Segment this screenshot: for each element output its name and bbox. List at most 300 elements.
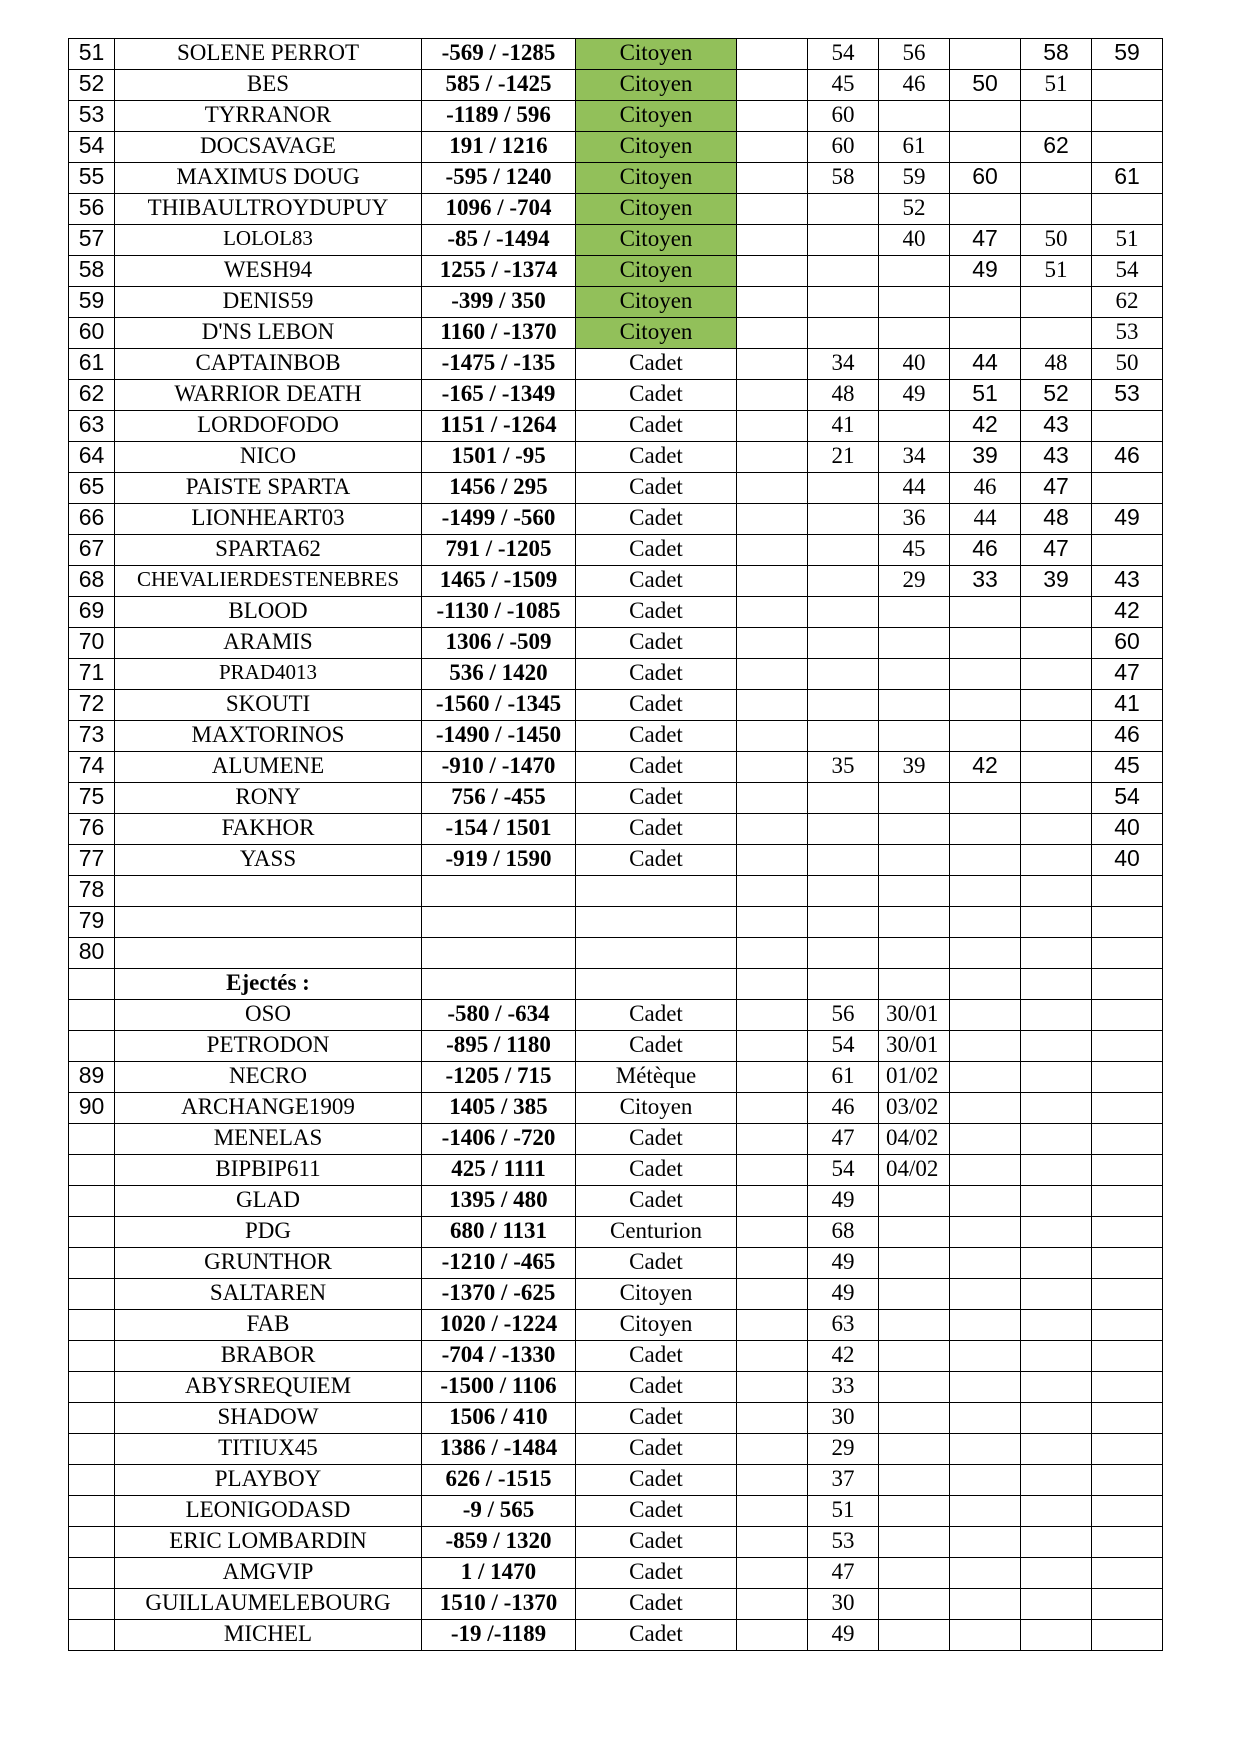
member-name: NICO bbox=[115, 442, 422, 473]
ejection-date bbox=[879, 1620, 950, 1651]
score-cell bbox=[737, 163, 808, 194]
score-cell bbox=[737, 380, 808, 411]
ejection-date bbox=[879, 1527, 950, 1558]
member-name: DOCSAVAGE bbox=[115, 132, 422, 163]
empty-cell bbox=[1021, 1496, 1092, 1527]
empty-cell bbox=[950, 1279, 1021, 1310]
member-coordinates: -580 / -634 bbox=[422, 1000, 576, 1031]
row-number bbox=[69, 1000, 115, 1031]
score-cell bbox=[808, 256, 879, 287]
member-rank: Citoyen bbox=[576, 163, 737, 194]
row-number bbox=[69, 969, 115, 1000]
empty-cell bbox=[1092, 1465, 1163, 1496]
score-cell bbox=[879, 690, 950, 721]
member-rank: Cadet bbox=[576, 814, 737, 845]
score-cell bbox=[879, 101, 950, 132]
score-cell: 36 bbox=[879, 504, 950, 535]
ejected-row bbox=[69, 1217, 1163, 1248]
score-cell: 68 bbox=[808, 1217, 879, 1248]
member-coordinates: -1406 / -720 bbox=[422, 1124, 576, 1155]
ejection-date bbox=[879, 1310, 950, 1341]
member-name: D'NS LEBON bbox=[115, 318, 422, 349]
empty-cell bbox=[1021, 1558, 1092, 1589]
member-row bbox=[69, 566, 1163, 597]
score-cell: 60 bbox=[950, 163, 1021, 194]
row-number: 51 bbox=[69, 39, 115, 70]
score-cell: 44 bbox=[950, 349, 1021, 380]
score-cell: 51 bbox=[950, 380, 1021, 411]
member-row bbox=[69, 876, 1163, 907]
score-cell: 40 bbox=[1092, 845, 1163, 876]
member-name: NECRO bbox=[115, 1062, 422, 1093]
member-name: SHADOW bbox=[115, 1403, 422, 1434]
row-number bbox=[69, 1217, 115, 1248]
member-coordinates: 1096 / -704 bbox=[422, 194, 576, 225]
member-coordinates: 536 / 1420 bbox=[422, 659, 576, 690]
score-cell: 59 bbox=[1092, 39, 1163, 70]
row-number: 54 bbox=[69, 132, 115, 163]
empty-cell bbox=[950, 1589, 1021, 1620]
score-cell: 60 bbox=[808, 101, 879, 132]
row-number bbox=[69, 1031, 115, 1062]
score-cell bbox=[950, 287, 1021, 318]
score-cell bbox=[808, 566, 879, 597]
score-cell: 44 bbox=[879, 473, 950, 504]
ejected-row bbox=[69, 1403, 1163, 1434]
empty-cell bbox=[1092, 1186, 1163, 1217]
empty-cell bbox=[1092, 969, 1163, 1000]
score-cell bbox=[1021, 814, 1092, 845]
empty-cell bbox=[1021, 1589, 1092, 1620]
score-cell bbox=[1092, 70, 1163, 101]
score-cell bbox=[737, 194, 808, 225]
member-coordinates: 1160 / -1370 bbox=[422, 318, 576, 349]
empty-cell bbox=[950, 1434, 1021, 1465]
member-coordinates: -1490 / -1450 bbox=[422, 721, 576, 752]
empty-cell bbox=[1021, 1465, 1092, 1496]
score-cell bbox=[879, 628, 950, 659]
ejected-row bbox=[69, 1372, 1163, 1403]
score-cell bbox=[1021, 907, 1092, 938]
score-cell: 40 bbox=[879, 349, 950, 380]
empty-cell bbox=[1021, 1341, 1092, 1372]
score-cell: 54 bbox=[1092, 256, 1163, 287]
row-number bbox=[69, 1434, 115, 1465]
empty-cell bbox=[950, 1217, 1021, 1248]
member-rank: Citoyen bbox=[576, 287, 737, 318]
score-cell bbox=[1021, 194, 1092, 225]
member-name: FAKHOR bbox=[115, 814, 422, 845]
member-rank bbox=[576, 907, 737, 938]
member-rank: Cadet bbox=[576, 628, 737, 659]
score-cell: 47 bbox=[1092, 659, 1163, 690]
member-row bbox=[69, 721, 1163, 752]
empty-cell bbox=[1021, 1279, 1092, 1310]
ejection-date: 30/01 bbox=[879, 1000, 950, 1031]
member-row bbox=[69, 690, 1163, 721]
member-row bbox=[69, 163, 1163, 194]
member-coordinates bbox=[422, 907, 576, 938]
empty-cell bbox=[879, 969, 950, 1000]
row-number: 56 bbox=[69, 194, 115, 225]
member-row bbox=[69, 380, 1163, 411]
score-cell bbox=[808, 628, 879, 659]
score-cell bbox=[1092, 907, 1163, 938]
ejected-row bbox=[69, 1279, 1163, 1310]
row-number: 64 bbox=[69, 442, 115, 473]
row-number bbox=[69, 1155, 115, 1186]
member-row bbox=[69, 442, 1163, 473]
member-name: PRAD4013 bbox=[115, 659, 422, 690]
member-name: LOLOL83 bbox=[115, 225, 422, 256]
empty-cell bbox=[1092, 1093, 1163, 1124]
member-row bbox=[69, 349, 1163, 380]
empty-cell bbox=[950, 1558, 1021, 1589]
member-coordinates: -1560 / -1345 bbox=[422, 690, 576, 721]
ejection-date bbox=[879, 1465, 950, 1496]
empty-cell bbox=[950, 1124, 1021, 1155]
member-name: GRUNTHOR bbox=[115, 1248, 422, 1279]
score-cell: 39 bbox=[950, 442, 1021, 473]
member-rank: Cadet bbox=[576, 1372, 737, 1403]
score-cell: 54 bbox=[808, 1031, 879, 1062]
row-number: 71 bbox=[69, 659, 115, 690]
member-row bbox=[69, 287, 1163, 318]
member-row bbox=[69, 535, 1163, 566]
member-row bbox=[69, 411, 1163, 442]
member-name: BIPBIP611 bbox=[115, 1155, 422, 1186]
row-number: 74 bbox=[69, 752, 115, 783]
score-cell bbox=[808, 845, 879, 876]
score-cell: 47 bbox=[808, 1124, 879, 1155]
empty-cell bbox=[1092, 1000, 1163, 1031]
score-cell bbox=[879, 907, 950, 938]
member-name: LIONHEART03 bbox=[115, 504, 422, 535]
score-cell bbox=[808, 690, 879, 721]
empty-cell bbox=[737, 1372, 808, 1403]
row-number bbox=[69, 1558, 115, 1589]
score-cell bbox=[1021, 783, 1092, 814]
ejection-date bbox=[879, 1558, 950, 1589]
empty-cell bbox=[950, 1155, 1021, 1186]
score-cell bbox=[737, 783, 808, 814]
member-row bbox=[69, 101, 1163, 132]
score-cell bbox=[879, 721, 950, 752]
score-cell bbox=[950, 845, 1021, 876]
empty-cell bbox=[737, 1341, 808, 1372]
member-row bbox=[69, 814, 1163, 845]
member-coordinates: -895 / 1180 bbox=[422, 1031, 576, 1062]
score-cell bbox=[1092, 938, 1163, 969]
roster-body bbox=[69, 39, 1163, 1651]
member-coordinates: 425 / 1111 bbox=[422, 1155, 576, 1186]
member-rank: Cadet bbox=[576, 380, 737, 411]
member-coordinates: 1506 / 410 bbox=[422, 1403, 576, 1434]
score-cell: 59 bbox=[879, 163, 950, 194]
empty-cell bbox=[737, 1031, 808, 1062]
member-rank: Cadet bbox=[576, 1124, 737, 1155]
row-number: 72 bbox=[69, 690, 115, 721]
score-cell: 40 bbox=[1092, 814, 1163, 845]
score-cell: 33 bbox=[808, 1372, 879, 1403]
member-name: PLAYBOY bbox=[115, 1465, 422, 1496]
score-cell: 21 bbox=[808, 442, 879, 473]
empty-cell bbox=[950, 1403, 1021, 1434]
member-coordinates bbox=[422, 938, 576, 969]
member-name: BES bbox=[115, 70, 422, 101]
score-cell: 58 bbox=[1021, 39, 1092, 70]
ejection-date bbox=[879, 1217, 950, 1248]
empty-cell bbox=[737, 1217, 808, 1248]
ejection-date: 04/02 bbox=[879, 1124, 950, 1155]
empty-cell bbox=[737, 1124, 808, 1155]
score-cell: 41 bbox=[1092, 690, 1163, 721]
member-rank: Citoyen bbox=[576, 70, 737, 101]
score-cell bbox=[808, 473, 879, 504]
member-coordinates: 1255 / -1374 bbox=[422, 256, 576, 287]
empty-cell bbox=[1021, 1372, 1092, 1403]
row-number: 59 bbox=[69, 287, 115, 318]
ejected-row bbox=[69, 1620, 1163, 1651]
score-cell bbox=[737, 566, 808, 597]
score-cell: 42 bbox=[808, 1341, 879, 1372]
score-cell bbox=[737, 690, 808, 721]
member-coordinates: -9 / 565 bbox=[422, 1496, 576, 1527]
ejected-row bbox=[69, 1124, 1163, 1155]
member-coordinates: -85 / -1494 bbox=[422, 225, 576, 256]
member-rank: Cadet bbox=[576, 1558, 737, 1589]
row-number bbox=[69, 1341, 115, 1372]
score-cell: 48 bbox=[1021, 349, 1092, 380]
row-number: 78 bbox=[69, 876, 115, 907]
ejected-row bbox=[69, 1155, 1163, 1186]
empty-cell bbox=[950, 1310, 1021, 1341]
score-cell: 42 bbox=[1092, 597, 1163, 628]
row-number: 66 bbox=[69, 504, 115, 535]
member-name: SPARTA62 bbox=[115, 535, 422, 566]
member-name: BLOOD bbox=[115, 597, 422, 628]
member-rank: Cadet bbox=[576, 1620, 737, 1651]
score-cell bbox=[1021, 845, 1092, 876]
member-name: ABYSREQUIEM bbox=[115, 1372, 422, 1403]
score-cell: 53 bbox=[808, 1527, 879, 1558]
score-cell bbox=[737, 504, 808, 535]
score-cell bbox=[1092, 194, 1163, 225]
score-cell: 63 bbox=[808, 1310, 879, 1341]
member-rank: Citoyen bbox=[576, 225, 737, 256]
score-cell bbox=[737, 101, 808, 132]
empty-cell bbox=[422, 969, 576, 1000]
empty-cell bbox=[950, 1062, 1021, 1093]
empty-cell bbox=[1092, 1310, 1163, 1341]
member-coordinates: 1456 / 295 bbox=[422, 473, 576, 504]
score-cell bbox=[737, 349, 808, 380]
row-number bbox=[69, 1620, 115, 1651]
score-cell: 46 bbox=[879, 70, 950, 101]
score-cell: 54 bbox=[1092, 783, 1163, 814]
member-name: SKOUTI bbox=[115, 690, 422, 721]
ejected-row bbox=[69, 1558, 1163, 1589]
ejection-date: 04/02 bbox=[879, 1155, 950, 1186]
member-coordinates: 756 / -455 bbox=[422, 783, 576, 814]
ejected-row bbox=[69, 1093, 1163, 1124]
score-cell bbox=[879, 659, 950, 690]
score-cell: 39 bbox=[1021, 566, 1092, 597]
score-cell: 45 bbox=[808, 70, 879, 101]
score-cell: 60 bbox=[1092, 628, 1163, 659]
member-rank: Cadet bbox=[576, 473, 737, 504]
score-cell bbox=[950, 938, 1021, 969]
score-cell: 46 bbox=[950, 535, 1021, 566]
member-name: ALUMENE bbox=[115, 752, 422, 783]
member-rank: Cadet bbox=[576, 721, 737, 752]
member-coordinates: 1465 / -1509 bbox=[422, 566, 576, 597]
member-coordinates: 626 / -1515 bbox=[422, 1465, 576, 1496]
score-cell: 34 bbox=[808, 349, 879, 380]
score-cell: 34 bbox=[879, 442, 950, 473]
ejection-date bbox=[879, 1248, 950, 1279]
empty-cell bbox=[737, 1434, 808, 1465]
score-cell: 58 bbox=[808, 163, 879, 194]
score-cell: 53 bbox=[1092, 380, 1163, 411]
score-cell: 29 bbox=[808, 1434, 879, 1465]
row-number bbox=[69, 1372, 115, 1403]
ejected-row bbox=[69, 1031, 1163, 1062]
score-cell bbox=[737, 39, 808, 70]
empty-cell bbox=[1021, 1186, 1092, 1217]
ejected-row bbox=[69, 1589, 1163, 1620]
empty-cell bbox=[1092, 1558, 1163, 1589]
score-cell: 30 bbox=[808, 1589, 879, 1620]
empty-cell bbox=[1092, 1372, 1163, 1403]
member-name: SALTAREN bbox=[115, 1279, 422, 1310]
score-cell: 49 bbox=[808, 1248, 879, 1279]
empty-cell bbox=[950, 1031, 1021, 1062]
score-cell bbox=[808, 194, 879, 225]
empty-cell bbox=[950, 1496, 1021, 1527]
member-coordinates: -19 /-1189 bbox=[422, 1620, 576, 1651]
ejected-row bbox=[69, 1496, 1163, 1527]
empty-cell bbox=[1092, 1031, 1163, 1062]
member-row bbox=[69, 256, 1163, 287]
ejected-row bbox=[69, 1062, 1163, 1093]
member-name: CHEVALIERDESTENEBRES bbox=[115, 566, 422, 597]
member-name: PAISTE SPARTA bbox=[115, 473, 422, 504]
empty-cell bbox=[576, 969, 737, 1000]
ejected-row bbox=[69, 1341, 1163, 1372]
member-coordinates: 585 / -1425 bbox=[422, 70, 576, 101]
row-number: 80 bbox=[69, 938, 115, 969]
empty-cell bbox=[1092, 1620, 1163, 1651]
member-coordinates: -704 / -1330 bbox=[422, 1341, 576, 1372]
score-cell: 47 bbox=[1021, 535, 1092, 566]
score-cell bbox=[950, 690, 1021, 721]
score-cell bbox=[1021, 752, 1092, 783]
score-cell bbox=[737, 256, 808, 287]
member-rank: Cadet bbox=[576, 597, 737, 628]
member-name: OSO bbox=[115, 1000, 422, 1031]
score-cell bbox=[1021, 938, 1092, 969]
score-cell: 49 bbox=[808, 1620, 879, 1651]
score-cell: 30 bbox=[808, 1403, 879, 1434]
ejection-date: 01/02 bbox=[879, 1062, 950, 1093]
member-name: TITIUX45 bbox=[115, 1434, 422, 1465]
member-row bbox=[69, 39, 1163, 70]
member-row bbox=[69, 318, 1163, 349]
score-cell: 61 bbox=[879, 132, 950, 163]
member-name: AMGVIP bbox=[115, 1558, 422, 1589]
member-name: RONY bbox=[115, 783, 422, 814]
row-number: 55 bbox=[69, 163, 115, 194]
score-cell: 48 bbox=[1021, 504, 1092, 535]
member-row bbox=[69, 473, 1163, 504]
member-rank: Cadet bbox=[576, 1155, 737, 1186]
score-cell bbox=[808, 504, 879, 535]
member-rank: Citoyen bbox=[576, 39, 737, 70]
member-row bbox=[69, 907, 1163, 938]
score-cell: 46 bbox=[808, 1093, 879, 1124]
row-number: 60 bbox=[69, 318, 115, 349]
member-coordinates: -595 / 1240 bbox=[422, 163, 576, 194]
empty-cell bbox=[950, 1465, 1021, 1496]
score-cell bbox=[879, 876, 950, 907]
row-number: 62 bbox=[69, 380, 115, 411]
member-coordinates: -910 / -1470 bbox=[422, 752, 576, 783]
member-coordinates: 1510 / -1370 bbox=[422, 1589, 576, 1620]
row-number: 79 bbox=[69, 907, 115, 938]
member-rank: Citoyen bbox=[576, 101, 737, 132]
empty-cell bbox=[950, 1372, 1021, 1403]
empty-cell bbox=[1021, 1000, 1092, 1031]
member-name: MENELAS bbox=[115, 1124, 422, 1155]
empty-cell bbox=[737, 1062, 808, 1093]
score-cell bbox=[950, 721, 1021, 752]
score-cell bbox=[737, 659, 808, 690]
score-cell bbox=[950, 628, 1021, 659]
member-name: MICHEL bbox=[115, 1620, 422, 1651]
ejection-date bbox=[879, 1341, 950, 1372]
empty-cell bbox=[737, 1310, 808, 1341]
member-rank: Cadet bbox=[576, 349, 737, 380]
member-name: YASS bbox=[115, 845, 422, 876]
score-cell bbox=[879, 783, 950, 814]
ejected-row bbox=[69, 1000, 1163, 1031]
empty-cell bbox=[1021, 1403, 1092, 1434]
score-cell bbox=[950, 194, 1021, 225]
empty-cell bbox=[1092, 1527, 1163, 1558]
score-cell: 33 bbox=[950, 566, 1021, 597]
ejection-date bbox=[879, 1372, 950, 1403]
member-coordinates: -1205 / 715 bbox=[422, 1062, 576, 1093]
score-cell: 47 bbox=[1021, 473, 1092, 504]
empty-cell bbox=[1092, 1217, 1163, 1248]
score-cell: 62 bbox=[1092, 287, 1163, 318]
member-name: ARCHANGE1909 bbox=[115, 1093, 422, 1124]
score-cell: 42 bbox=[950, 752, 1021, 783]
ejection-date bbox=[879, 1279, 950, 1310]
score-cell bbox=[1021, 318, 1092, 349]
member-rank: Cadet bbox=[576, 1527, 737, 1558]
score-cell bbox=[808, 597, 879, 628]
empty-cell bbox=[1021, 1031, 1092, 1062]
row-number bbox=[69, 1589, 115, 1620]
score-cell: 43 bbox=[1021, 442, 1092, 473]
member-rank: Cadet bbox=[576, 535, 737, 566]
ejection-date: 03/02 bbox=[879, 1093, 950, 1124]
score-cell: 46 bbox=[1092, 442, 1163, 473]
score-cell bbox=[950, 876, 1021, 907]
empty-cell bbox=[737, 969, 808, 1000]
